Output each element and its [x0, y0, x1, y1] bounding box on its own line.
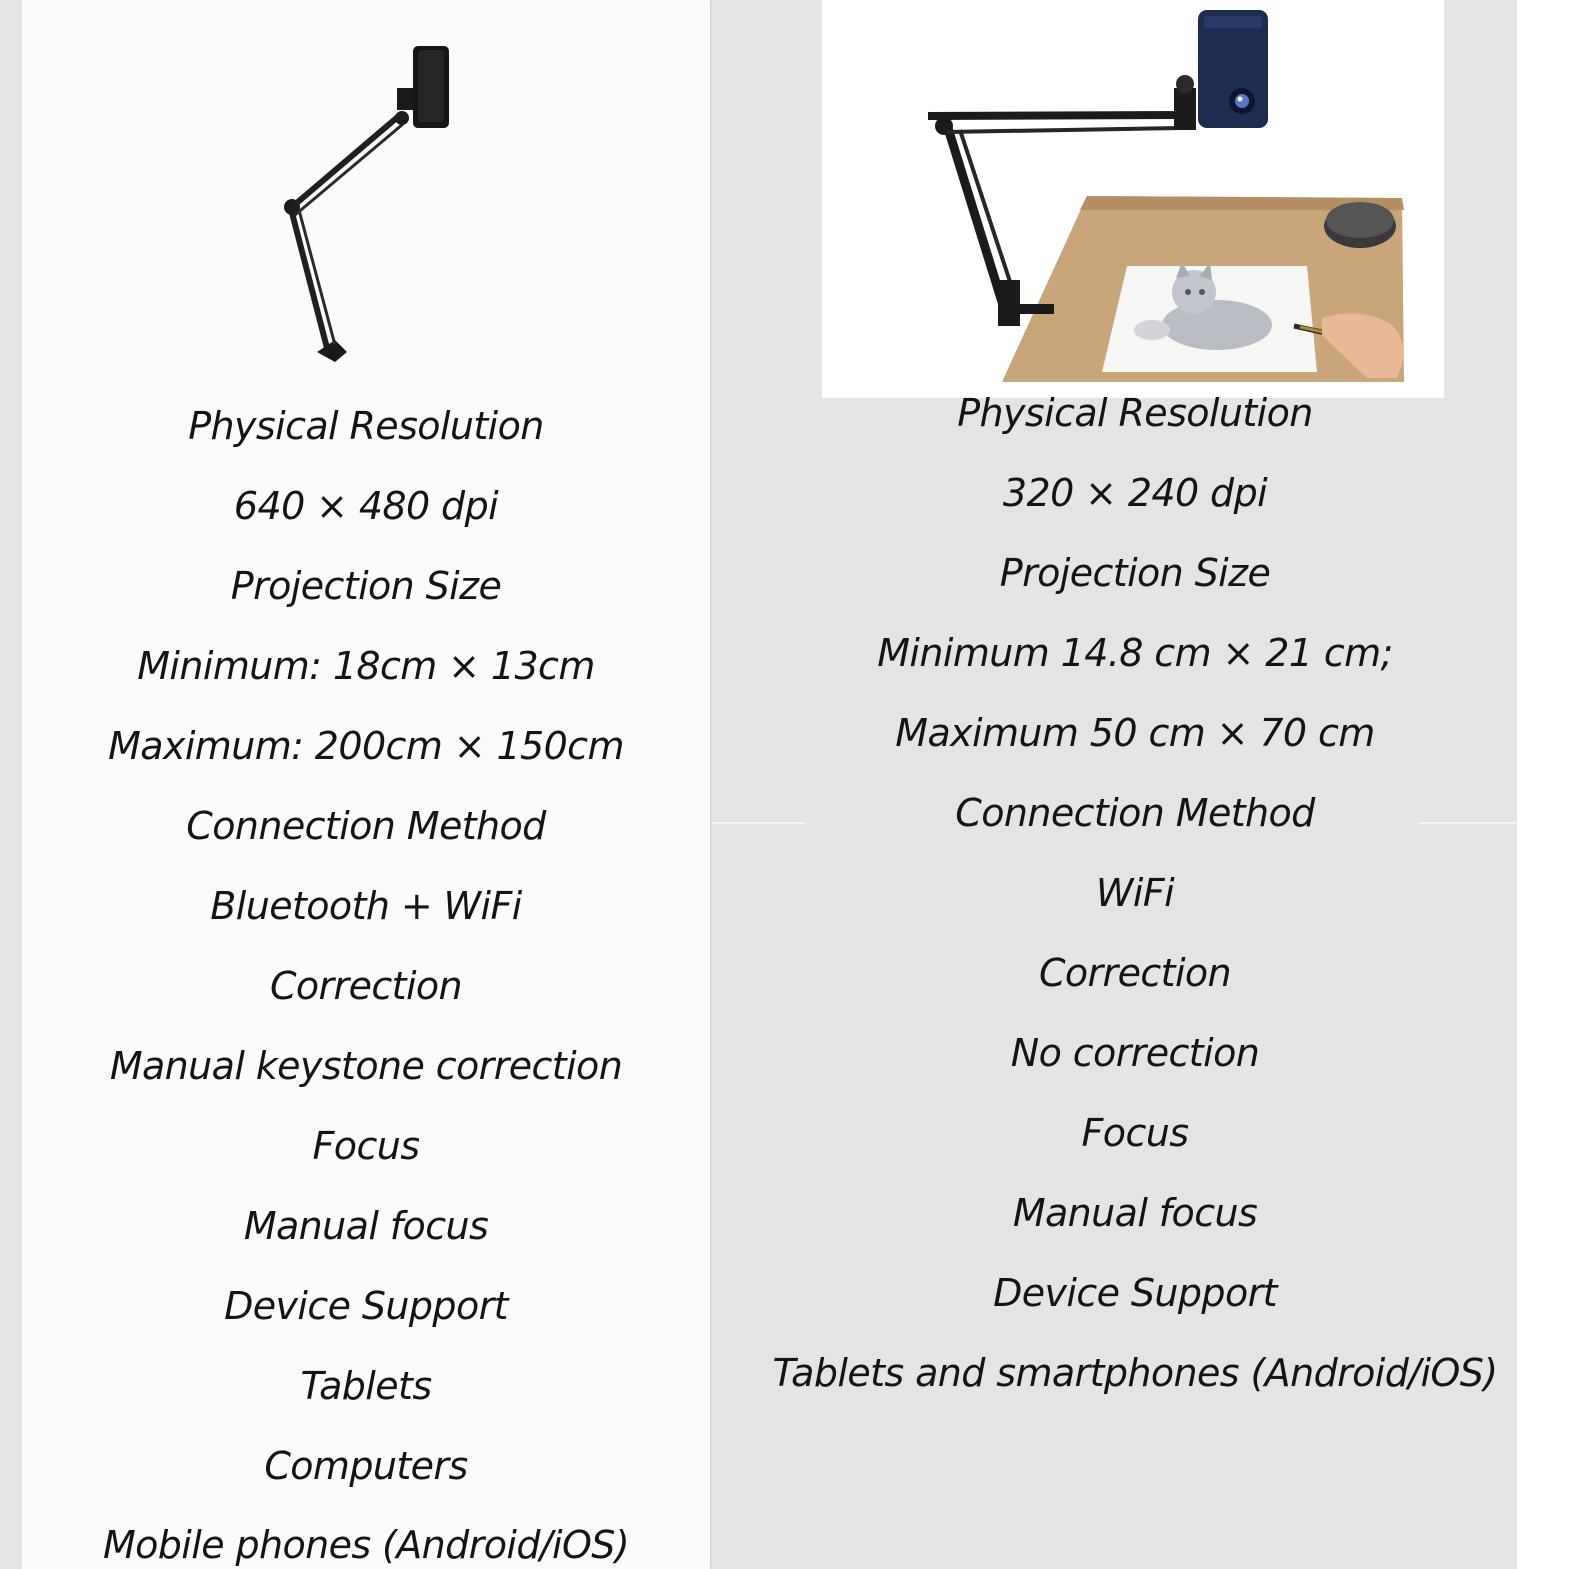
left-spec-projection-size-heading: Projection Size — [230, 564, 502, 608]
right-spec-resolution-heading: Physical Resolution — [957, 391, 1313, 435]
left-spec-connection-value: Bluetooth + WiFi — [210, 884, 522, 928]
right-spec-correction-heading: Correction — [1038, 951, 1232, 995]
right-spec-connection-value: WiFi — [1095, 871, 1175, 915]
right-product-photo — [822, 0, 1444, 398]
right-spec-focus-value: Manual focus — [1012, 1191, 1258, 1235]
right-spec-focus-heading: Focus — [1081, 1111, 1189, 1155]
right-spec-connection-heading: Connection Method — [955, 791, 1315, 835]
left-spec-focus-heading: Focus — [312, 1124, 420, 1168]
left-spec-connection-heading: Connection Method — [186, 804, 546, 848]
right-spec-correction-value: No correction — [1010, 1031, 1260, 1075]
right-spec-projection-min: Minimum 14.8 cm × 21 cm; — [877, 631, 1393, 675]
left-spec-correction-heading: Correction — [269, 964, 463, 1008]
left-spec-focus-value: Manual focus — [243, 1204, 489, 1248]
right-spec-resolution-value: 320 × 240 dpi — [1002, 471, 1268, 515]
left-spec-device-tablets: Tablets — [300, 1364, 432, 1408]
right-spec-device-support-heading: Device Support — [993, 1271, 1277, 1315]
right-spec-projection-max: Maximum 50 cm × 70 cm — [895, 711, 1375, 755]
left-spec-projection-min: Minimum: 18cm × 13cm — [137, 644, 595, 688]
left-spec-device-support-heading: Device Support — [224, 1284, 508, 1328]
right-spec-projection-size-heading: Projection Size — [999, 551, 1271, 595]
left-edge-strip — [0, 0, 22, 1569]
left-spec-correction-value: Manual keystone correction — [109, 1044, 623, 1088]
left-spec-device-computers: Computers — [264, 1444, 468, 1488]
left-spec-resolution-heading: Physical Resolution — [188, 404, 544, 448]
left-product-photo — [255, 40, 475, 370]
left-spec-projection-max: Maximum: 200cm × 150cm — [108, 724, 624, 768]
right-spec-device-support-value: Tablets and smartphones (Android/iOS) — [772, 1351, 1498, 1395]
right-edge-strip — [1517, 0, 1569, 1569]
left-spec-device-mobile: Mobile phones (Android/iOS) — [102, 1523, 630, 1567]
left-spec-resolution-value: 640 × 480 dpi — [233, 484, 499, 528]
